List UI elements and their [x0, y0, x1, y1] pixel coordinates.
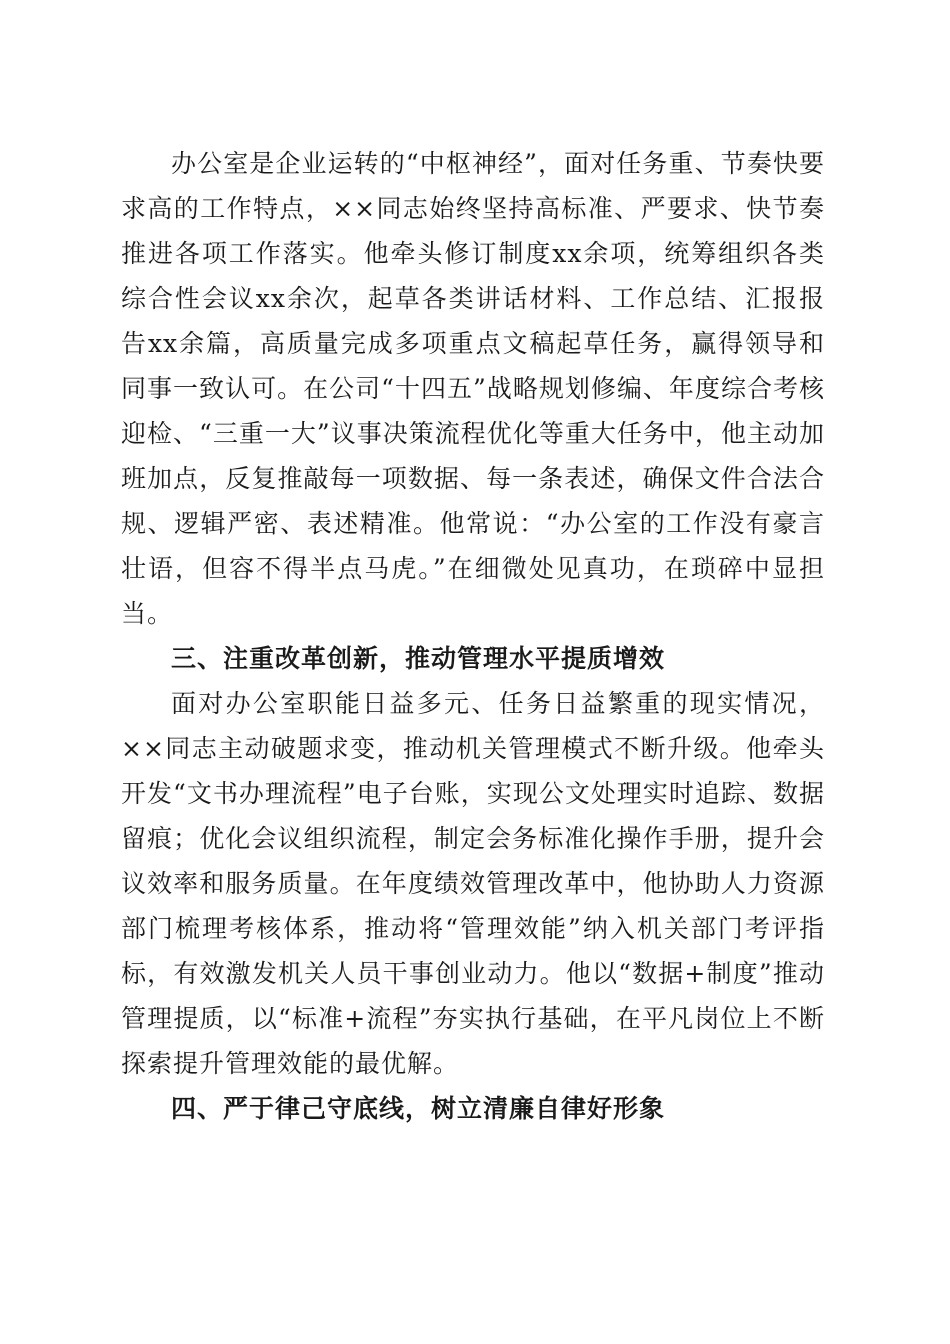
- section-heading-reform-innovation: 三、注重改革创新，推动管理水平提质增效: [171, 644, 666, 673]
- paragraph-reform-innovation: 面对办公室职能日益多元、任务日益繁重的现实情况，××同志主动破题求变，推动机关管理模式不断升级。他牵头开发“文书办理流程”电子台账，实现公文处理实时追踪、数据留痕；优化会议组织流程，制定会务标准化操作手册，提升会议效率和服务质量。在年度绩效管理改革中，他协助人力资源部门梳理考核体系，推动将“管理效能”纳入机关部门考评指标，有效激发机关人员干事创业动力。他以“数据+制度”推动管理提质，以“标准+流程”夯实执行基础，在平凡岗位上不断探索提升管理效能的最优解。: [121, 689, 825, 1078]
- paragraph-office-work: 办公室是企业运转的“中枢神经”，面对任务重、节奏快要求高的工作特点，××同志始终坚持高标准、严要求、快节奏推进各项工作落实。他牵头修订制度xx余项，统筹组织各类综合性会议xx余次，起草各类讲话材料、工作总结、汇报报告xx余篇，高质量完成多项重点文稿起草任务，赢得领导和同事一致认可。在公司“十四五”战略规划修编、年度综合考核迎检、“三重一大”议事决策流程优化等重大任务中，他主动加班加点，反复推敲每一项数据、每一条表述，确保文件合法合规、逻辑严密、表述精准。他常说：“办公室的工作没有豪言壮语，但容不得半点马虎。”在细微处见真功，在琐碎中显担当。: [121, 149, 825, 628]
- document-body: [121, 141, 825, 1131]
- section-heading-self-discipline: 四、严于律己守底线，树立清廉自律好形象: [171, 1094, 666, 1123]
